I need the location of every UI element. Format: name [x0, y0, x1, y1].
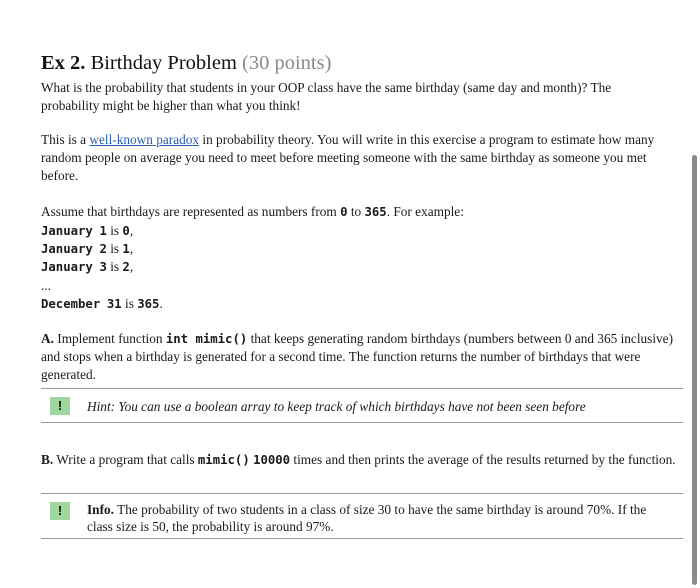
example-row: January 1 is 0, — [41, 223, 134, 238]
part-b-label: B. — [41, 452, 54, 467]
info-label: Info. — [87, 502, 114, 517]
exclamation-icon: ! — [50, 397, 70, 415]
part-b-paragraph: B. Write a program that calls mimic() 10000 times and then prints the average of the results returned by the function. — [41, 452, 676, 467]
exercise-points: (30 points) — [242, 52, 332, 74]
part-a-label: A. — [41, 331, 54, 346]
example-list — [41, 222, 691, 313]
exclamation-icon: ! — [50, 502, 70, 520]
function-call: mimic() — [197, 453, 250, 467]
vertical-scrollbar[interactable] — [692, 155, 697, 585]
info-text: Info. The probability of two students in a class of size 30 to have the same birthday is around 70%. If the class size is 50, the probability is around 97%. — [87, 502, 647, 534]
hint-box — [41, 388, 683, 423]
part-a-paragraph: A. Implement function int mimic() that keeps generating random birthdays (numbers between 0 and 365 inclusive) and stops when a birthday is generated for a second time. The function returns the number of birthdays that were generated. — [41, 331, 674, 382]
example-row: January 3 is 2, — [41, 259, 134, 274]
info-box — [41, 493, 683, 539]
function-signature: int mimic() — [165, 332, 248, 346]
paradox-paragraph: This is a well-known paradox in probability theory. You will write in this exercise a program to estimate how many random people on average you need to meet before meeting someone with the same birthday as someone you met before. — [41, 132, 655, 183]
hint-text: Hint: You can use a boolean array to keep track of which birthdays have not been seen before — [87, 399, 586, 414]
iteration-count: 10000 — [253, 453, 291, 467]
exercise-name: Birthday Problem — [90, 52, 237, 74]
example-row-last: December 31 is 365. — [41, 296, 163, 311]
example-row: January 2 is 1, — [41, 241, 134, 256]
intro-paragraph: What is the probability that students in your OOP class have the same birthday (same day and month)? The probability might be higher than what you think! — [41, 80, 612, 113]
exercise-title — [41, 52, 691, 74]
assume-paragraph: Assume that birthdays are represented as numbers from 0 to 365. For example: — [41, 204, 464, 219]
example-ellipsis: ... — [41, 278, 51, 293]
exercise-content — [41, 52, 691, 384]
paradox-link[interactable]: well-known paradox — [89, 132, 200, 147]
exercise-number: Ex 2. — [41, 52, 86, 74]
